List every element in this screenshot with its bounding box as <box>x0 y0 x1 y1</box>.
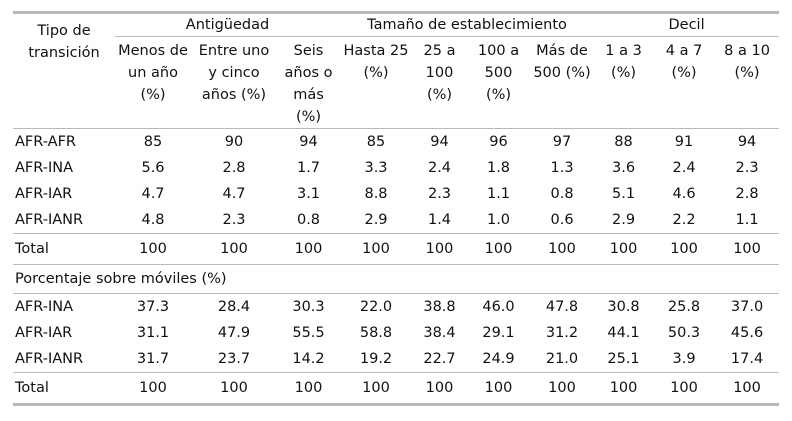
table-cell: 25.8 <box>667 299 701 315</box>
table-cell: 3.1 <box>296 186 321 202</box>
tipo-header-label: Tipo de transición <box>28 23 100 61</box>
column-header-label: 25 a 100 (%) <box>423 43 456 103</box>
table-cell: 100 <box>220 241 248 257</box>
column-header-label: Entre uno y cinco años (%) <box>198 43 270 103</box>
table-cell: 47.8 <box>545 299 579 315</box>
table-cell: 100 <box>139 241 167 257</box>
column-header-label: Seis años o más (%) <box>284 43 333 125</box>
table-cell: 2.3 <box>222 212 246 228</box>
table-cell: 100 <box>609 241 638 257</box>
table-cell: 100 <box>670 380 698 396</box>
column-header <box>653 37 715 129</box>
table-cell: 94 <box>299 134 318 150</box>
column-header <box>115 37 191 129</box>
column-header-label: Más de 500 (%) <box>533 43 591 81</box>
table-cell: 2.9 <box>612 212 636 228</box>
column-header <box>530 37 594 129</box>
table-cell: 2.2 <box>672 212 696 228</box>
table-row <box>13 207 779 234</box>
table-cell: 2.8 <box>735 186 759 202</box>
table-cell: 100 <box>294 241 323 257</box>
table-cell: 1.3 <box>550 160 574 176</box>
row-label: AFR-AFR <box>15 134 76 150</box>
table-cell: 2.4 <box>672 160 696 176</box>
table-cell: 100 <box>362 380 390 396</box>
table-cell: 37.3 <box>136 299 170 315</box>
table-cell: 100 <box>484 380 513 396</box>
table-cell: 22.0 <box>359 299 393 315</box>
table-cell: 38.8 <box>423 299 456 315</box>
row-label: AFR-IANR <box>15 351 84 367</box>
table-cell: 38.4 <box>423 325 456 341</box>
table-row <box>13 320 779 346</box>
table-cell: 100 <box>139 380 167 396</box>
table-cell: 100 <box>425 380 454 396</box>
transition-table-container <box>13 11 779 406</box>
table-cell: 90 <box>224 134 244 150</box>
table-cell: 47.9 <box>217 325 251 341</box>
total-row <box>13 373 779 405</box>
column-header-label: Menos de un año (%) <box>118 43 188 103</box>
table-cell: 3.6 <box>612 160 636 176</box>
table-cell: 5.1 <box>612 186 636 202</box>
table-cell: 0.6 <box>550 212 574 228</box>
table-cell: 4.6 <box>672 186 696 202</box>
table-cell: 22.7 <box>423 351 456 367</box>
table-cell: 100 <box>733 241 761 257</box>
table-cell: 28.4 <box>217 299 251 315</box>
table-cell: 100 <box>484 241 513 257</box>
table-cell: 2.3 <box>735 160 759 176</box>
table-cell: 100 <box>609 380 638 396</box>
column-header <box>715 37 779 129</box>
table-cell: 3.3 <box>364 160 388 176</box>
table-cell: 91 <box>674 134 694 150</box>
table-cell: 100 <box>220 380 248 396</box>
table-cell: 2.9 <box>364 212 388 228</box>
column-header-label: 8 a 10 (%) <box>724 43 770 81</box>
column-header-label: Hasta 25 (%) <box>343 43 409 81</box>
row-label: Total <box>15 241 49 257</box>
table-cell: 30.8 <box>607 299 640 315</box>
column-header <box>340 37 412 129</box>
table-cell: 100 <box>548 380 576 396</box>
section-title: Porcentaje sobre móviles (%) <box>15 271 227 287</box>
table-cell: 5.6 <box>141 160 165 176</box>
table-cell: 100 <box>425 241 454 257</box>
table-cell: 31.2 <box>545 325 579 341</box>
table-cell: 94 <box>430 134 449 150</box>
table-cell: 97 <box>552 134 572 150</box>
column-header <box>277 37 340 129</box>
table-cell: 4.7 <box>141 186 165 202</box>
table-cell: 100 <box>733 380 761 396</box>
table-cell: 45.6 <box>730 325 764 341</box>
column-header <box>412 37 467 129</box>
table-cell: 24.9 <box>482 351 515 367</box>
table-cell: 2.4 <box>427 160 452 176</box>
table-cell: 94 <box>737 134 757 150</box>
table-cell: 4.7 <box>222 186 246 202</box>
transition-table <box>13 11 779 406</box>
table-cell: 1.4 <box>427 212 452 228</box>
row-label: AFR-INA <box>15 160 74 176</box>
table-cell: 100 <box>548 241 576 257</box>
table-cell: 100 <box>670 241 698 257</box>
table-cell: 85 <box>143 134 163 150</box>
table-row <box>13 181 779 207</box>
column-header-label: 4 a 7 (%) <box>665 43 703 81</box>
table-row <box>13 155 779 181</box>
table-cell: 4.8 <box>141 212 165 228</box>
table-cell: 100 <box>362 241 390 257</box>
table-cell: 21.0 <box>545 351 579 367</box>
table-cell: 2.8 <box>222 160 246 176</box>
column-header <box>594 37 653 129</box>
column-header-label: 100 a 500 (%) <box>477 43 520 103</box>
table-cell: 37.0 <box>730 299 764 315</box>
column-header-label: 1 a 3 (%) <box>605 43 642 81</box>
table-cell: 46.0 <box>482 299 515 315</box>
table-cell: 0.8 <box>550 186 574 202</box>
table-cell: 23.7 <box>217 351 251 367</box>
column-header <box>467 37 530 129</box>
table-cell: 85 <box>366 134 386 150</box>
table-row <box>13 294 779 321</box>
table-cell: 96 <box>489 134 508 150</box>
table-cell: 55.5 <box>292 325 325 341</box>
group-header-tamano: Tamaño de establecimiento <box>340 13 594 37</box>
row-label: AFR-IANR <box>15 212 84 228</box>
section-header-row <box>13 265 779 294</box>
column-header <box>191 37 277 129</box>
table-cell: 14.2 <box>292 351 325 367</box>
row-label: AFR-IAR <box>15 186 73 202</box>
table-cell: 0.8 <box>296 212 321 228</box>
row-label: AFR-IAR <box>15 325 73 341</box>
table-cell: 2.3 <box>427 186 452 202</box>
table-cell: 25.1 <box>607 351 640 367</box>
table-cell: 29.1 <box>482 325 515 341</box>
table-cell: 8.8 <box>364 186 388 202</box>
table-cell: 88 <box>614 134 633 150</box>
table-cell: 44.1 <box>607 325 640 341</box>
total-row <box>13 234 779 265</box>
table-row <box>13 129 779 156</box>
table-cell: 31.7 <box>136 351 170 367</box>
table-cell: 1.0 <box>486 212 511 228</box>
table-row <box>13 346 779 373</box>
column-header-tipo <box>13 13 115 129</box>
row-label: Total <box>15 380 49 396</box>
table-cell: 31.1 <box>136 325 170 341</box>
table-cell: 19.2 <box>359 351 393 367</box>
row-label: AFR-INA <box>15 299 74 315</box>
table-cell: 58.8 <box>359 325 393 341</box>
table-cell: 1.7 <box>296 160 321 176</box>
table-cell: 1.1 <box>735 212 759 228</box>
group-header-decil: Decil <box>594 13 779 37</box>
table-cell: 1.1 <box>486 186 511 202</box>
table-cell: 100 <box>294 380 323 396</box>
table-cell: 3.9 <box>672 351 696 367</box>
group-header-antiguedad: Antigüedad <box>115 13 340 37</box>
table-cell: 50.3 <box>667 325 701 341</box>
table-cell: 30.3 <box>292 299 325 315</box>
table-cell: 1.8 <box>486 160 511 176</box>
table-cell: 17.4 <box>730 351 764 367</box>
